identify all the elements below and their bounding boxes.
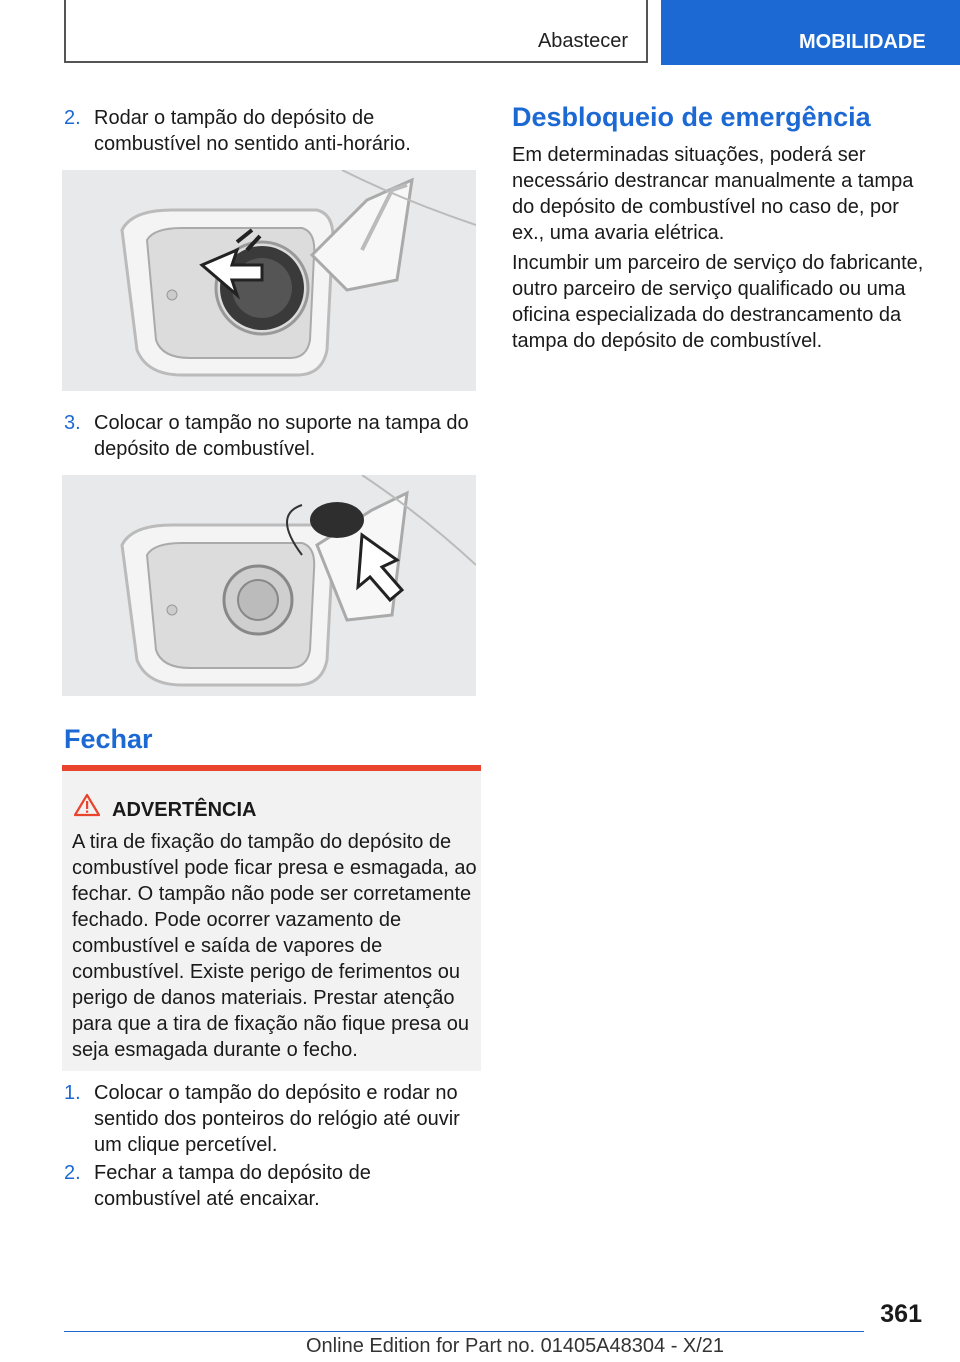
page-number: 361 <box>880 1300 922 1328</box>
header-box <box>64 0 648 63</box>
step-number: 2. <box>64 107 81 129</box>
footer-edition: Online Edition for Part no. 01405A48304 - X/21 <box>306 1335 725 1357</box>
heading-fechar: Fechar <box>64 724 153 754</box>
step-number: 1. <box>64 1082 81 1104</box>
footer-divider <box>64 1331 864 1332</box>
step-text: Rodar o tampão do depósito de combustível no sentido anti-horário. <box>94 107 411 155</box>
step-text: Fechar a tampa do depósito de combustível até encaixar. <box>94 1162 371 1210</box>
step-number: 3. <box>64 412 81 434</box>
fuel-cap-turn-image <box>62 170 476 391</box>
step-3 <box>64 410 480 462</box>
warning-box <box>62 765 481 1071</box>
step-text: Colocar o tampão no suporte na tampa do depósito de combustível. <box>94 412 469 460</box>
step-text: Colocar o tampão do depósito e rodar no sentido dos ponteiros do relógio até ouvir um clique percetível. <box>94 1082 460 1156</box>
warning-triangle-icon <box>74 793 100 817</box>
warning-text: A tira de fixação do tampão do depósito de combustível pode ficar presa e esmagada, ao fechar. O tampão não pode ser corretamente fechado. Pode ocorrer vazamento de combustível e saída de vapores de combustível. Existe perigo de ferimentos ou perigo de danos materiais. Prestar atenção para que a tira de fixação não fique presa ou seja esmagada durante o fecho. <box>72 831 477 1061</box>
paragraph-1: Em determinadas situações, poderá ser necessário destrancar manualmente a tampa do depósito de combustível no caso de, por ex., uma avaria elétrica. <box>512 144 914 244</box>
close-step-1 <box>64 1080 480 1158</box>
warning-title: ADVERTÊNCIA <box>112 799 257 821</box>
paragraph-2: Incumbir um parceiro de serviço do fabricante, outro parceiro de serviço qualificado ou uma oficina especializada do destrancamento da tampa do depósito de combustível. <box>512 252 924 352</box>
close-step-2 <box>64 1160 480 1212</box>
section-title: Abastecer <box>537 30 628 52</box>
step-2 <box>64 105 480 157</box>
chapter-tab[interactable]: MOBILIDADE <box>661 0 960 65</box>
heading-emergency-unlock: Desbloqueio de emergência <box>512 102 871 132</box>
fuel-cap-holder-image <box>62 475 476 696</box>
step-number: 2. <box>64 1162 81 1184</box>
